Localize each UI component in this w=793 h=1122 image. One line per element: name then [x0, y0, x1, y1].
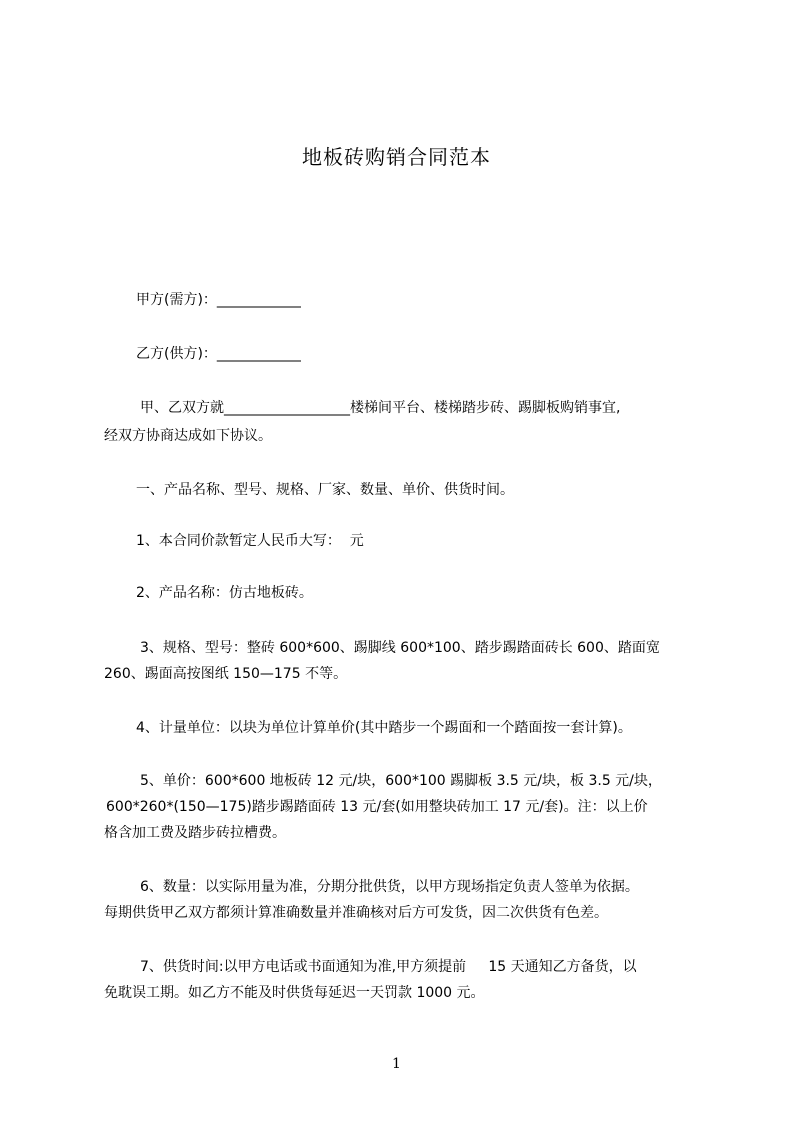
- item-6-line-2: 每期供货甲乙双方都须计算准确数量并准确核对后方可发货，因二次供货有色差。: [104, 905, 608, 921]
- item-4: 4、计量单位：以块为单位计算单价(其中踏步一个踢面和一个踏面按一套计算)。: [136, 720, 632, 736]
- item-2: 2、产品名称：仿古地板砖。: [136, 585, 313, 601]
- item-3-line-1: 3、规格、型号：整砖 600*600、踢脚线 600*100、踏步踢踏面砖长 600、踏面宽: [140, 640, 660, 656]
- item-5-line-2: 600*260*(150—175)踏步踢踏面砖 13 元/套(如用整块砖加工 17 元/套)。注：以上价: [106, 799, 648, 815]
- item-6-line-1: 6、数量：以实际用量为准，分期分批供货，以甲方现场指定负责人签单为依据。: [140, 879, 639, 895]
- item-5-line-3: 格含加工费及踏步砖拉槽费。: [104, 825, 286, 841]
- item-5-line-1: 5、单价：600*600 地板砖 12 元/块，600*100 踢脚板 3.5 元/块，板 3.5 元/块，: [140, 773, 662, 789]
- page-number: 1: [392, 1056, 401, 1072]
- document-title: 地板砖购销合同范本: [302, 145, 491, 169]
- item-1: 1、本合同价款暂定人民币大写： 元: [136, 533, 364, 549]
- party-a-line: 甲方(需方)：____________: [136, 292, 301, 308]
- item-7-line-2: 免耽误工期。如乙方不能及时供货每延迟一天罚款 1000 元。: [104, 985, 485, 1001]
- item-7-line-1: 7、供货时间:以甲方电话或书面通知为准,甲方须提前 15 天通知乙方备货，以: [140, 959, 637, 975]
- item-3-line-2: 260、踢面高按图纸 150—175 不等。: [104, 666, 348, 682]
- intro-line-2: 经双方协商达成如下协议。: [104, 428, 272, 444]
- section-1-heading: 一、产品名称、型号、规格、厂家、数量、单价、供货时间。: [136, 482, 514, 498]
- intro-line-1: 甲、乙双方就__________________楼梯间平台、楼梯踏步砖、踢脚板购销事宜,: [140, 400, 621, 416]
- party-b-line: 乙方(供方)：____________: [136, 346, 301, 362]
